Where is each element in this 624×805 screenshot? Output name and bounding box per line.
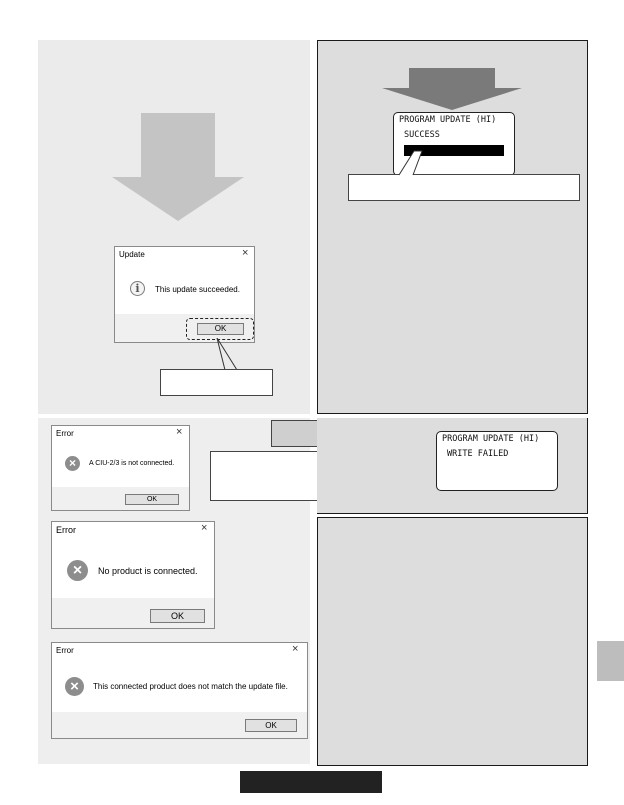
lcd-success-title: PROGRAM UPDATE (HI): [399, 115, 497, 125]
lcd-failed-title: PROGRAM UPDATE (HI): [442, 434, 540, 444]
error-message: No product is connected.: [98, 566, 198, 576]
side-tab: [597, 641, 624, 681]
ok-button[interactable]: OK: [197, 323, 244, 335]
error-dialog-title: Error: [56, 429, 74, 438]
close-icon[interactable]: ×: [176, 426, 183, 438]
bottom-right-panel: [317, 517, 588, 766]
ok-button[interactable]: OK: [125, 494, 179, 505]
info-icon: i: [130, 281, 145, 296]
error-dialog-title: Error: [56, 525, 76, 535]
ok-button[interactable]: OK: [150, 609, 205, 623]
close-icon[interactable]: ×: [292, 643, 299, 655]
lcd-failed-status: WRITE FAILED: [447, 449, 509, 459]
error-message: This connected product does not match the update file.: [93, 682, 288, 691]
error-dialog-mismatch: [51, 642, 308, 739]
error-dialog-no-product: [51, 521, 215, 629]
callout-box-ok: [160, 369, 273, 396]
update-dialog-title: Update: [119, 250, 145, 259]
ok-button-highlight: [186, 318, 254, 340]
down-arrow-large-shape: [112, 113, 244, 221]
lcd-success-status: SUCCESS: [404, 130, 440, 140]
top-left-panel: [38, 40, 310, 414]
callout-pointer-ok-shape: [217, 338, 237, 370]
error-message: A CIU-2/3 is not connected.: [89, 460, 175, 467]
down-arrow-dark: [382, 68, 522, 110]
callout-pointer-lcd: [394, 150, 424, 176]
update-message: This update succeeded.: [155, 285, 240, 294]
callout-pointer-ok: [205, 338, 250, 372]
error-icon: ×: [67, 560, 88, 581]
bottom-bar: [240, 771, 382, 793]
lcd-display-failed: [436, 431, 558, 491]
down-arrow-dark-shape: [382, 68, 522, 110]
close-icon[interactable]: ×: [242, 247, 249, 259]
error-icon: ×: [65, 456, 80, 471]
callout-box-lcd: [348, 174, 580, 201]
ok-button[interactable]: OK: [245, 719, 297, 732]
error-dialog-title: Error: [56, 646, 74, 655]
callout-pointer-lcd-shape: [399, 151, 422, 175]
error-icon: ×: [65, 677, 84, 696]
down-arrow-large: [112, 113, 244, 221]
error-dialog-ciu: [51, 425, 190, 511]
close-icon[interactable]: ×: [201, 522, 208, 534]
